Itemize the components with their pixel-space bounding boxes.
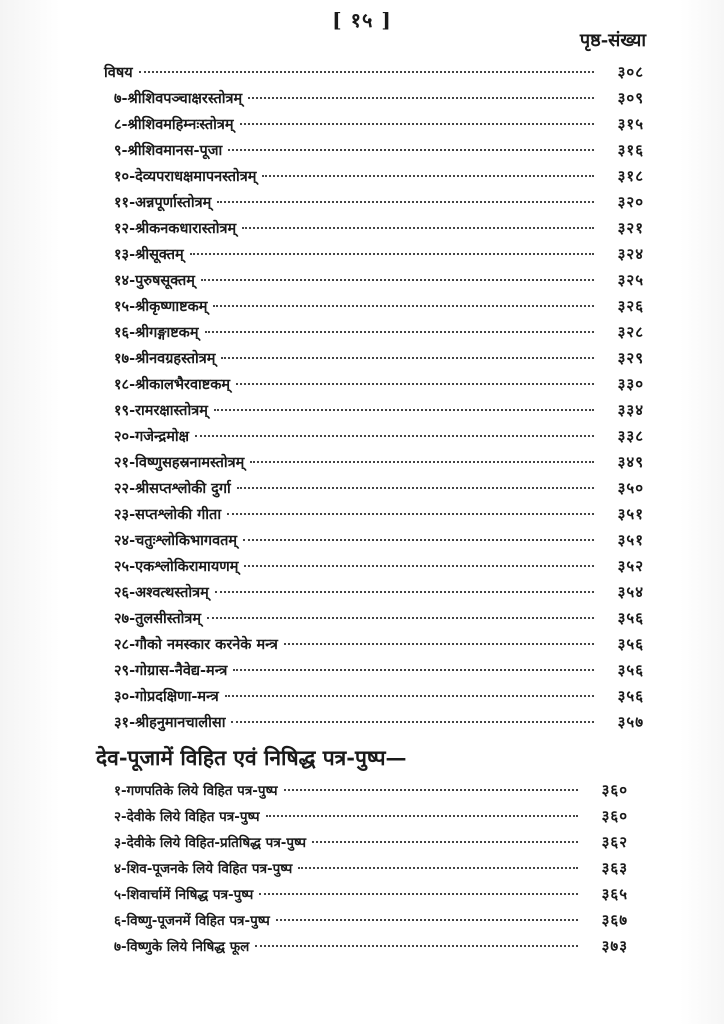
toc-entry-title: १४-पुरुषसूक्तम् <box>114 272 195 289</box>
toc-entry <box>104 296 644 322</box>
subject-page: ३०८ <box>617 63 644 81</box>
toc-entry-title: २७-तुलसीस्तोत्रम् <box>114 610 202 627</box>
dot-leader <box>250 461 594 463</box>
toc-entry <box>114 910 628 936</box>
toc-entry-title: १९-रामरक्षास्तोत्रम् <box>114 402 208 419</box>
dot-leader <box>243 539 594 541</box>
toc-entry-title: २८-गौको नमस्कार करनेके मन्त्र <box>114 636 278 653</box>
toc-entry-page: ३५४ <box>617 583 644 601</box>
page-count-column-header: पृष्ठ-संख्या <box>579 30 646 51</box>
toc-entry-title: ४-शिव-पूजनके लिये विहित पत्र-पुष्प <box>114 861 293 877</box>
dot-leader <box>190 253 594 255</box>
toc-entry-page: ३०९ <box>617 89 644 107</box>
toc-entry <box>104 140 644 166</box>
toc-entry <box>104 88 644 114</box>
toc-entry-page: ३७३ <box>601 937 628 955</box>
toc-entry-title: १-गणपतिके लिये विहित पत्र-पुष्प <box>114 783 278 799</box>
toc-entry-title: १३-श्रीसूक्तम् <box>114 246 184 263</box>
toc-entry-page: ३२५ <box>617 271 644 289</box>
toc-entry <box>104 270 644 296</box>
toc-entry-title: ३०-गोप्रदक्षिणा-मन्त्र <box>114 688 219 705</box>
toc-entry-page: ३१५ <box>617 115 644 133</box>
dot-leader <box>139 71 594 73</box>
toc-entry <box>104 660 644 686</box>
dot-leader <box>240 123 594 125</box>
toc-entry-title: २६-अश्वत्थस्तोत्रम् <box>114 584 209 601</box>
dot-leader <box>214 409 594 411</box>
toc-entry-page: ३६२ <box>601 833 628 851</box>
toc-section2-entries <box>114 780 628 962</box>
toc-entry <box>114 832 628 858</box>
toc-entry <box>104 244 644 270</box>
toc-entry-page: ३५६ <box>617 635 644 653</box>
dot-leader <box>215 591 594 593</box>
toc-entry-page: ३२४ <box>617 245 644 263</box>
toc-entry <box>114 806 628 832</box>
toc-entry-page: ३२९ <box>617 349 644 367</box>
toc-entry <box>104 582 644 608</box>
dot-leader <box>244 565 594 567</box>
toc-entry-page: ३२० <box>617 193 644 211</box>
toc-entry-page: ३५६ <box>617 661 644 679</box>
table-of-contents <box>96 62 644 962</box>
toc-entry-title: १०-देव्यपराधक्षमापनस्तोत्रम् <box>114 168 257 185</box>
toc-entry-title: २९-गोग्रास-नैवेद्य-मन्त्र <box>114 662 228 679</box>
toc-entry-page: ३६७ <box>601 911 628 929</box>
toc-entry-title: ५-शिवार्चामें निषिद्ध पत्र-पुष्प <box>114 887 254 903</box>
dot-leader <box>237 487 594 489</box>
toc-entry <box>104 478 644 504</box>
toc-entry-page: ३५० <box>617 479 644 497</box>
toc-entry-page: ३२१ <box>617 219 644 237</box>
toc-entry <box>104 218 644 244</box>
dot-leader <box>236 383 594 385</box>
dot-leader <box>248 97 594 99</box>
toc-entry-title: ९-श्रीशिवमानस-पूजा <box>114 142 223 159</box>
toc-entry-page: ३४९ <box>617 453 644 471</box>
dot-leader <box>201 279 594 281</box>
toc-entry-page: ३५१ <box>617 531 644 549</box>
toc-entry <box>104 452 644 478</box>
dot-leader <box>231 721 594 723</box>
toc-entry-title: २२-श्रीसप्तश्लोकी दुर्गा <box>114 480 231 497</box>
toc-entry <box>104 400 644 426</box>
toc-entry-title: १२-श्रीकनकधारास्तोत्रम् <box>114 220 237 237</box>
toc-entry <box>114 884 628 910</box>
dot-leader <box>221 357 594 359</box>
dot-leader <box>225 695 594 697</box>
toc-entry-title: ७-विष्णुके लिये निषिद्ध फूल <box>114 939 250 955</box>
toc-entry <box>104 426 644 452</box>
toc-entry-title: १७-श्रीनवग्रहस्तोत्रम् <box>114 350 216 367</box>
toc-entry-page: ३१६ <box>617 141 644 159</box>
toc-entry <box>104 556 644 582</box>
dot-leader <box>227 513 594 515</box>
toc-entry-page: ३२६ <box>617 297 644 315</box>
subject-label: विषय <box>104 64 133 81</box>
toc-entry-title: २४-चतुःश्लोकिभागवतम् <box>114 532 238 549</box>
dot-leader <box>276 919 578 921</box>
dot-leader <box>228 149 594 151</box>
toc-entry-page: ३५६ <box>617 609 644 627</box>
toc-entry-title: १६-श्रीगङ्गाष्टकम् <box>114 324 199 341</box>
toc-entry-title: ७-श्रीशिवपञ्चाक्षरस्तोत्रम् <box>114 90 243 107</box>
dot-leader <box>255 945 578 947</box>
dot-leader <box>284 643 594 645</box>
toc-entry-page: ३५७ <box>617 713 644 731</box>
toc-entry <box>104 712 644 738</box>
toc-entry-title: २०-गजेन्द्रमोक्ष <box>114 428 190 445</box>
toc-entry-title: ३१-श्रीहनुमानचालीसा <box>114 714 226 731</box>
toc-entry <box>104 166 644 192</box>
dot-leader <box>262 175 594 177</box>
dot-leader <box>205 331 595 333</box>
toc-entry-page: ३३४ <box>617 401 644 419</box>
toc-entry-page: ३५२ <box>617 557 644 575</box>
dot-leader <box>242 227 594 229</box>
dot-leader <box>284 789 578 791</box>
dot-leader <box>195 435 594 437</box>
toc-entry <box>114 936 628 962</box>
dot-leader <box>259 893 578 895</box>
toc-entry <box>104 322 644 348</box>
toc-entry-page: ३३० <box>617 375 644 393</box>
dot-leader <box>312 841 578 843</box>
toc-entry-page: ३६० <box>601 807 628 825</box>
toc-entry <box>104 374 644 400</box>
toc-entry-title: १५-श्रीकृष्णाष्टकम् <box>114 298 208 315</box>
toc-subject-row <box>104 62 644 88</box>
dot-leader <box>213 305 594 307</box>
toc-entry <box>114 858 628 884</box>
dot-leader <box>266 815 578 817</box>
toc-entry-title: २१-विष्णुसहस्रनामस्तोत्रम् <box>114 454 245 471</box>
toc-entry-page: ३५१ <box>617 505 644 523</box>
toc-entry <box>104 634 644 660</box>
section-heading: देव-पूजामें विहित एवं निषिद्ध पत्र-पुष्प— <box>96 745 407 770</box>
toc-entry-page: ३६५ <box>601 885 628 903</box>
toc-entry <box>104 348 644 374</box>
toc-entry <box>104 608 644 634</box>
toc-entry-page: ३६० <box>601 781 628 799</box>
toc-entry-title: ६-विष्णु-पूजनमें विहित पत्र-पुष्प <box>114 913 270 929</box>
toc-entry-title: २३-सप्तश्लोकी गीता <box>114 506 222 523</box>
toc-entry-page: ३२८ <box>617 323 644 341</box>
dot-leader <box>233 669 594 671</box>
toc-entry-title: २-देवीके लिये विहित पत्र-पुष्प <box>114 809 260 825</box>
toc-entry-title: ११-अन्नपूर्णास्तोत्रम् <box>114 194 212 211</box>
toc-entry <box>114 780 628 806</box>
toc-entry-title: २५-एकश्लोकिरामायणम् <box>114 558 239 575</box>
toc-entry-page: ३१८ <box>617 167 644 185</box>
toc-entry-title: ८-श्रीशिवमहिम्नःस्तोत्रम् <box>114 116 234 133</box>
toc-entry <box>104 504 644 530</box>
dot-leader <box>207 617 594 619</box>
toc-entry <box>104 114 644 140</box>
dot-leader <box>217 201 594 203</box>
toc-entry-page: ३३८ <box>617 427 644 445</box>
toc-entry-title: ३-देवीके लिये विहित-प्रतिषिद्ध पत्र-पुष्प <box>114 835 307 851</box>
toc-entry <box>104 530 644 556</box>
dot-leader <box>298 867 578 869</box>
toc-entry <box>104 686 644 712</box>
toc-entry <box>104 192 644 218</box>
toc-entry-page: ३६३ <box>601 859 628 877</box>
page-number: [ १५ ] <box>332 8 392 32</box>
toc-entries <box>104 88 644 738</box>
toc-entry-title: १८-श्रीकालभैरवाष्टकम् <box>114 376 231 393</box>
toc-entry-page: ३५६ <box>617 687 644 705</box>
